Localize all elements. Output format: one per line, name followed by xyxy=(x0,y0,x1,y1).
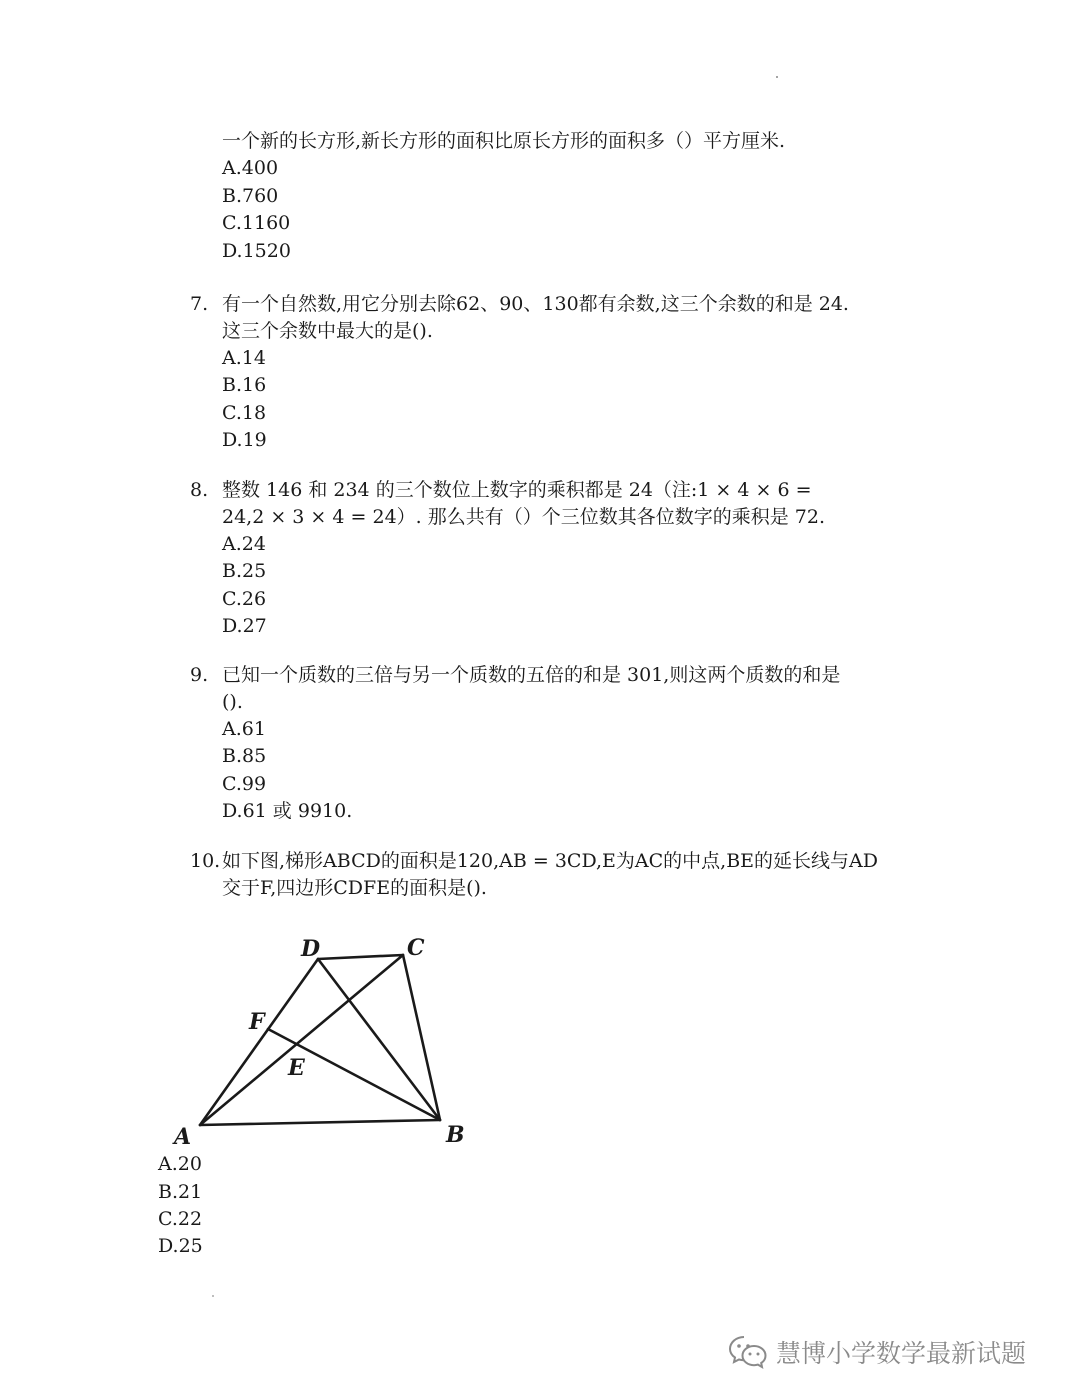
label-e: E xyxy=(288,1055,305,1081)
q7-option-a: A.14 xyxy=(222,347,266,369)
q7-option-c: C.18 xyxy=(222,402,267,424)
q7-option-d: D.19 xyxy=(222,429,267,451)
speck xyxy=(212,1295,214,1297)
q9-option-d: D.61 或 9910. xyxy=(222,800,353,822)
q8-option-a: A.24 xyxy=(222,533,266,555)
q8-line-2: 24,2 × 3 × 4 = 24）. 那么共有（）个三位数其各位数字的乘积是 72. xyxy=(222,506,825,528)
q8-option-b: B.25 xyxy=(222,560,267,582)
q6-option-c: C.1160 xyxy=(222,212,291,234)
q6-option-a: A.400 xyxy=(222,157,279,179)
q8-number: 8. xyxy=(190,479,209,501)
watermark xyxy=(728,1332,1026,1372)
q10-option-d: D.25 xyxy=(158,1235,203,1257)
q10-line-2: 交于F,四边形CDFE的面积是(). xyxy=(222,877,487,899)
wechat-icon xyxy=(728,1334,768,1370)
q10-line-1: 如下图,梯形ABCD的面积是120,AB = 3CD,E为AC的中点,BE的延长线与AD xyxy=(222,850,879,872)
q6-option-b: B.760 xyxy=(222,185,279,207)
q9-option-b: B.85 xyxy=(222,745,267,767)
q9-number: 9. xyxy=(190,664,209,686)
label-a: A xyxy=(174,1124,192,1150)
label-d: D xyxy=(301,936,321,962)
q9-option-c: C.99 xyxy=(222,773,267,795)
q10-number: 10. xyxy=(190,850,221,872)
q9-option-a: A.61 xyxy=(222,718,266,740)
q6-text: 一个新的长方形,新长方形的面积比原长方形的面积多（）平方厘米. xyxy=(222,130,786,152)
q10-option-a: A.20 xyxy=(158,1153,202,1175)
q10-option-c: C.22 xyxy=(158,1208,203,1230)
q8-option-c: C.26 xyxy=(222,588,267,610)
q9-line-1: 已知一个质数的三倍与另一个质数的五倍的和是 301,则这两个质数的和是 xyxy=(222,664,841,686)
q9-line-2: (). xyxy=(222,691,243,713)
speck xyxy=(776,76,778,78)
segment-ab xyxy=(200,1120,440,1125)
q8-line-1: 整数 146 和 234 的三个数位上数字的乘积都是 24（注:1 × 4 × 6 = xyxy=(222,479,812,501)
q7-line-2: 这三个余数中最大的是(). xyxy=(222,320,433,342)
q7-line-1: 有一个自然数,用它分别去除62、90、130都有余数,这三个余数的和是 24. xyxy=(222,293,849,315)
segment-dc xyxy=(318,955,403,959)
watermark-text: 慧博小学数学最新试题 xyxy=(776,1339,1027,1368)
q6-option-d: D.1520 xyxy=(222,240,291,262)
label-b: B xyxy=(446,1122,465,1148)
q10-option-b: B.21 xyxy=(158,1181,203,1203)
label-f: F xyxy=(249,1009,265,1035)
trapezoid-figure xyxy=(168,930,478,1152)
q7-number: 7. xyxy=(190,293,209,315)
label-c: C xyxy=(407,935,425,961)
q8-option-d: D.27 xyxy=(222,615,267,637)
q7-option-b: B.16 xyxy=(222,374,267,396)
